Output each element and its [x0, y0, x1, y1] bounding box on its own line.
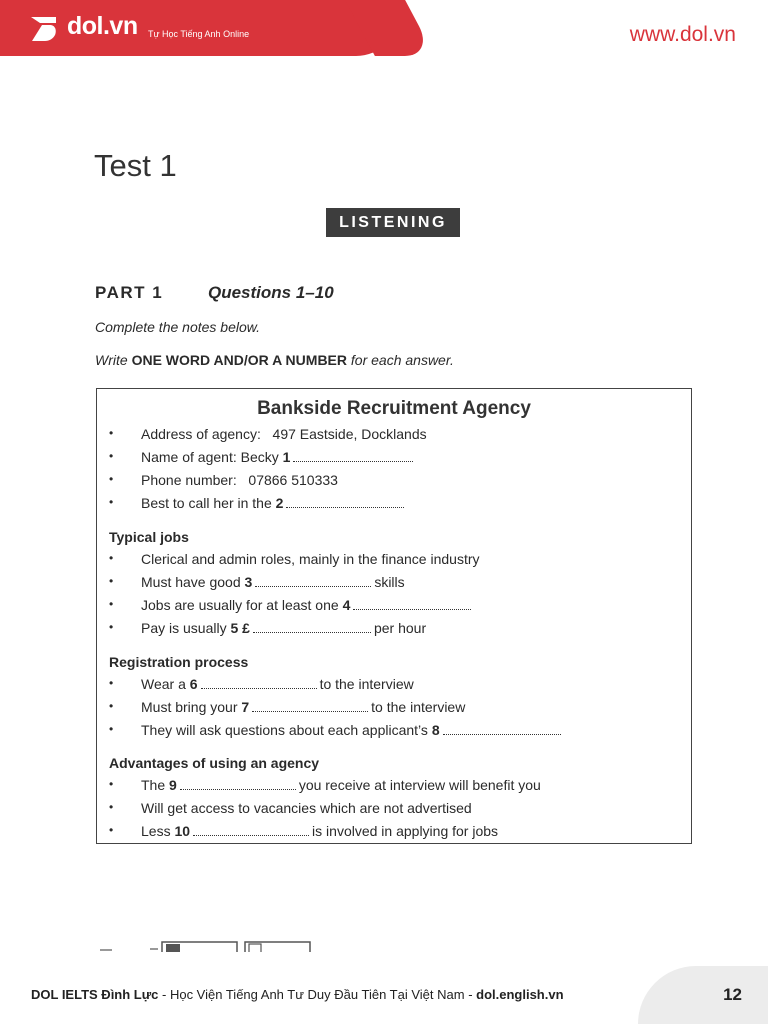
page-footer — [0, 966, 768, 1024]
logo-tagline: Tự Học Tiếng Anh Online — [148, 29, 250, 39]
bullet-icon: • — [109, 472, 114, 486]
answer-blank-1[interactable] — [293, 451, 413, 462]
notes-box: Bankside Recruitment Agency • Address of agency: 497 Eastside, Docklands • Name of agent: Becky 1 • Phone number: 07866 510333 • Best to call her in the 2 Typical jobs • Clerical and admin roles, mainly in the finance industry • Must have good 3 skills • Jobs are usually for at least one 4 • Pay is usually 5 £ per hour Registration process • Wear a 6 to the interview • Must bring your 7 to the interview • They will ask questions about each applicant’s 8 Advantages of using an agency • The 9 you receive at interview will benefit you • Will get access to vacancies which are not advertised • Less 10 is involved in applying for jobs — [96, 388, 692, 844]
instruction-complete-notes: Complete the notes below. — [95, 319, 260, 335]
bullet-icon: • — [109, 597, 114, 611]
answer-blank-2[interactable] — [286, 497, 404, 508]
section-heading-advantages: Advantages of using an agency — [109, 755, 320, 771]
question-number: 7 — [241, 699, 250, 715]
header-brand-band — [0, 0, 400, 56]
section-heading-registration: Registration process — [109, 654, 249, 670]
question-number: 1 — [282, 449, 291, 465]
logo-text: dol.vn — [67, 12, 138, 40]
question-number: 10 — [174, 823, 191, 839]
question-number: 8 — [431, 722, 440, 738]
section-heading-typical-jobs: Typical jobs — [109, 529, 189, 545]
question-number: 6 — [189, 676, 198, 692]
answer-blank-3[interactable] — [255, 576, 371, 587]
bullet-icon: • — [109, 722, 114, 736]
answer-blank-10[interactable] — [193, 825, 309, 836]
bullet-icon: • — [109, 800, 114, 814]
bullet-icon: • — [109, 495, 114, 509]
answer-blank-8[interactable] — [443, 724, 561, 735]
bullet-icon: • — [109, 699, 114, 713]
page-header — [0, 0, 768, 60]
question-number: 5 — [230, 620, 239, 636]
cropped-scan-remnant-icon — [100, 940, 320, 952]
page-number: 12 — [723, 985, 742, 1004]
instruction-word-limit: Write ONE WORD AND/OR A NUMBER for each answer. — [95, 352, 454, 368]
test-title: Test 1 — [94, 148, 177, 183]
section-badge: LISTENING — [326, 208, 460, 237]
question-number: 4 — [342, 597, 351, 613]
answer-blank-6[interactable] — [201, 678, 317, 689]
part-label: PART 1 — [95, 283, 164, 302]
site-url-link[interactable]: www.dol.vn — [629, 23, 736, 46]
answer-blank-4[interactable] — [353, 599, 471, 610]
questions-range: Questions 1–10 — [208, 283, 334, 302]
question-number: 9 — [169, 777, 177, 793]
answer-blank-5[interactable] — [253, 622, 371, 633]
bullet-icon: • — [109, 449, 114, 463]
question-number: 2 — [275, 495, 284, 511]
bullet-icon: • — [109, 551, 114, 565]
footer-site-link[interactable]: dol.english.vn — [476, 987, 564, 1002]
footer-text: DOL IELTS Đình Lực - Học Viện Tiếng Anh Tư Duy Đầu Tiên Tại Việt Nam - dol.english.vn — [31, 987, 564, 1002]
answer-blank-9[interactable] — [180, 779, 296, 790]
bullet-icon: • — [109, 777, 114, 791]
bullet-icon: • — [109, 574, 114, 588]
footer-corner-shape — [638, 966, 768, 1024]
notes-title: Bankside Recruitment Agency — [257, 398, 531, 419]
answer-blank-7[interactable] — [252, 701, 368, 712]
dol-logo-icon — [28, 13, 60, 45]
bullet-icon: • — [109, 426, 114, 440]
question-number: 3 — [244, 574, 253, 590]
bullet-icon: • — [109, 676, 114, 690]
bullet-icon: • — [109, 620, 114, 634]
bullet-icon: • — [109, 823, 114, 837]
currency-symbol: £ — [242, 620, 250, 636]
